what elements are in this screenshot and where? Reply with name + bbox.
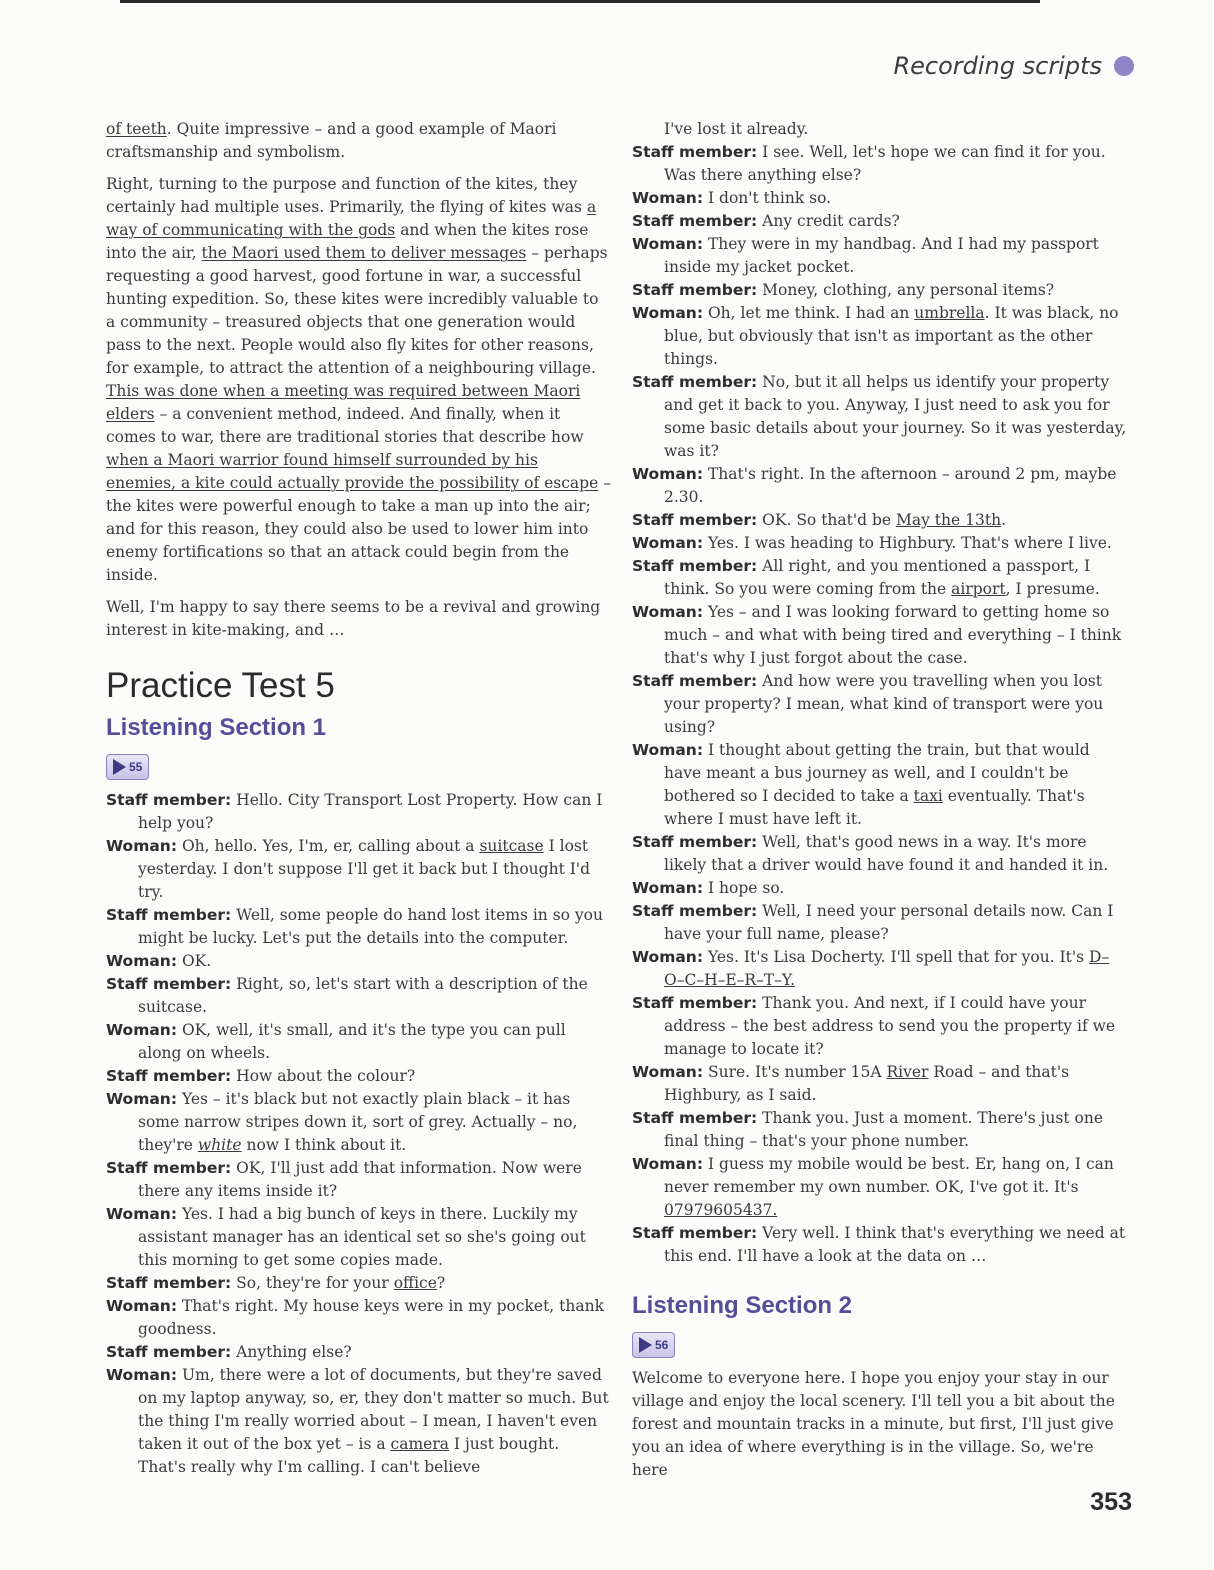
speaker-label: Staff member: xyxy=(632,511,758,529)
dialogue-turn xyxy=(632,233,1127,279)
dialogue-turn xyxy=(632,877,1127,900)
dialogue-text: And how were you travelling when you lost your property? I mean, what kind of transport were you using? xyxy=(664,672,1104,736)
speaker-label: Woman: xyxy=(106,1366,178,1384)
running-header xyxy=(893,46,1134,86)
dialogue-text: All right, and you mentioned a passport, I think. So you were coming from the xyxy=(664,557,1091,598)
dialogue-text: now I think about it. xyxy=(241,1136,407,1154)
dialogue-turn xyxy=(632,1153,1127,1222)
underlined-answer: suitcase xyxy=(479,837,544,855)
dialogue-turn xyxy=(632,555,1127,601)
dialogue-turn xyxy=(106,1019,611,1065)
speaker-label: Staff member: xyxy=(632,281,758,299)
dialogue-turn xyxy=(632,992,1127,1061)
underlined-answer: office xyxy=(393,1274,437,1292)
dialogue-turn xyxy=(632,739,1127,831)
dialogue-text: Thank you. Just a moment. There's just one final thing – that's your phone number. xyxy=(664,1109,1104,1150)
dialogue xyxy=(106,789,611,1479)
paragraph: Well, I'm happy to say there seems to be a revival and growing interest in kite-making, and … xyxy=(106,598,601,639)
dialogue-turn xyxy=(632,831,1127,877)
speaker-label: Staff member: xyxy=(106,975,232,993)
dialogue-text: Anything else? xyxy=(231,1343,352,1361)
speaker-label: Staff member: xyxy=(632,1224,758,1242)
dialogue-text: Well, that's good news in a way. It's more likely that a driver would have found it and handed it in. xyxy=(664,833,1109,874)
dialogue-text: ? xyxy=(436,1274,446,1292)
speaker-label: Staff member: xyxy=(632,212,758,230)
speaker-label: Woman: xyxy=(632,534,704,552)
dialogue-text: They were in my handbag. And I had my passport inside my jacket pocket. xyxy=(664,235,1099,276)
dialogue-turn xyxy=(106,904,611,950)
dialogue-text: No, but it all helps us identify your property and get it back to you. Anyway, I just need to ask you for some basic details about your journey. So it was yesterday, was it? xyxy=(664,373,1127,460)
speaker-label: Woman: xyxy=(106,1021,178,1039)
dialogue-text: Yes. It's Lisa Docherty. I'll spell that for you. It's xyxy=(703,948,1090,966)
dialogue-text: Sure. It's number 15A xyxy=(703,1063,887,1081)
dialogue-text: That's right. In the afternoon – around 2 pm, maybe 2.30. xyxy=(664,465,1117,506)
dialogue-text: OK. xyxy=(177,952,212,970)
speaker-label: Staff member: xyxy=(106,906,232,924)
speaker-label: Staff member: xyxy=(106,1343,232,1361)
dialogue-text: , I presume. xyxy=(1005,580,1100,598)
dialogue-turn xyxy=(632,302,1127,371)
paragraph xyxy=(106,118,611,164)
speaker-label: Staff member: xyxy=(632,902,758,920)
dialogue-text: . xyxy=(1001,511,1006,529)
dialogue-turn xyxy=(632,187,1127,210)
dialogue-turn xyxy=(106,1364,611,1479)
paragraph-text: – a convenient method, indeed. And finally, when it comes to war, there are traditional stories that describe how xyxy=(106,405,584,446)
dialogue-turn xyxy=(632,1222,1127,1268)
dialogue-text: I don't think so. xyxy=(703,189,832,207)
dialogue-text: Oh, let me think. I had an xyxy=(703,304,915,322)
track-number: 55 xyxy=(129,760,143,774)
dialogue-turn xyxy=(106,1295,611,1341)
paragraph-text: Right, turning to the purpose and function of the kites, they certainly had multiple uses. Primarily, the flying of kites was xyxy=(106,175,587,216)
play-icon xyxy=(113,759,126,775)
dialogue-turn xyxy=(632,371,1127,463)
speaker-label: Woman: xyxy=(632,948,704,966)
speaker-label: Staff member: xyxy=(106,1274,232,1292)
underlined-text: when a Maori warrior found himself surrounded by his enemies, a kite could actually provide the possibility of escape xyxy=(106,451,599,492)
dialogue-text: So, they're for your xyxy=(231,1274,394,1292)
underlined-answer: D–O–C–H–E–R–T–Y. xyxy=(664,948,1110,989)
speaker-label: Woman: xyxy=(632,189,704,207)
underlined-text: the Maori used them to deliver messages xyxy=(201,244,527,262)
section-title: Listening Section 2 xyxy=(632,1292,853,1319)
underlined-text: a way of communicating with the gods xyxy=(106,198,597,239)
underlined-text: of teeth xyxy=(106,120,167,138)
dialogue-turn xyxy=(632,1107,1127,1153)
dialogue-text: Yes. I had a big bunch of keys in there. Luckily my assistant manager has an identical set so she's going out this morning to get some copies made. xyxy=(138,1205,586,1269)
dialogue-text: How about the colour? xyxy=(231,1067,416,1085)
paragraph-text: – perhaps requesting a good harvest, good fortune in war, a successful hunting expedition. So, these kites were incredibly valuable to a community – treasured objects that one generation would pass to the next. People would also fly kites for other reasons, for example, to attract the attention of a neighbouring village. xyxy=(106,244,608,377)
dialogue-turn xyxy=(632,279,1127,302)
speaker-label: Woman: xyxy=(632,304,704,322)
dialogue-text: . It was black, no blue, but obviously that isn't as important as the other things. xyxy=(664,304,1119,368)
play-icon xyxy=(639,1337,652,1353)
section-title: Listening Section 1 xyxy=(106,714,327,741)
dialogue-turn xyxy=(632,141,1127,187)
speaker-label: Woman: xyxy=(106,952,178,970)
speaker-label: Woman: xyxy=(106,1205,178,1223)
underlined-answer: 07979605437. xyxy=(664,1201,778,1219)
dialogue-turn xyxy=(106,1341,611,1364)
dialogue-turn xyxy=(106,1157,611,1203)
dialogue-text: Road – and that's Highbury, as I said. xyxy=(664,1063,1070,1104)
underlined-text: This was done when a meeting was required between Maori elders xyxy=(106,382,581,423)
speaker-label: Woman: xyxy=(632,879,704,897)
dialogue-text: Very well. I think that's everything we need at this end. I'll have a look at the data on … xyxy=(664,1224,1126,1265)
dialogue-text: I see. Well, let's hope we can find it for you. Was there anything else? xyxy=(664,143,1106,184)
speaker-label: Staff member: xyxy=(632,557,758,575)
speaker-label: Woman: xyxy=(632,741,704,759)
dialogue-text: OK, I'll just add that information. Now were there any items inside it? xyxy=(138,1159,582,1200)
speaker-label: Staff member: xyxy=(106,791,232,809)
speaker-label: Staff member: xyxy=(632,994,758,1012)
dialogue-text: Hello. City Transport Lost Property. How can I help you? xyxy=(138,791,603,832)
dialogue-text: I guess my mobile would be best. Er, hang on, I can never remember my own number. OK, I've got it. It's xyxy=(664,1155,1114,1196)
speaker-label: Staff member: xyxy=(632,672,758,690)
top-rule xyxy=(120,0,1040,3)
speaker-label: Staff member: xyxy=(106,1067,232,1085)
dialogue-text: Yes. I was heading to Highbury. That's where I live. xyxy=(703,534,1112,552)
dialogue-turn xyxy=(106,1203,611,1272)
dialogue-text: Well, some people do hand lost items in so you might be lucky. Let's put the details into the computer. xyxy=(138,906,604,947)
page-number: 353 xyxy=(1090,1488,1132,1516)
track-number: 56 xyxy=(655,1338,669,1352)
paragraph-text: . Quite impressive – and a good example of Maori craftsmanship and symbolism. xyxy=(106,120,557,161)
dialogue-text: I just bought. That's really why I'm calling. I can't believe xyxy=(138,1435,560,1476)
underlined-answer: River xyxy=(886,1063,929,1081)
dialogue xyxy=(632,141,1127,1268)
dialogue-continuation: I've lost it already. xyxy=(664,120,809,138)
dialogue-turn xyxy=(106,1272,611,1295)
test-title: Practice Test 5 xyxy=(106,666,335,705)
paragraph: Welcome to everyone here. I hope you enjoy your stay in our village and enjoy the local scenery. I'll tell you a bit about the forest and mountain tracks in a minute, but first, I'll just give you an idea of where everything is in the village. So, we're here xyxy=(632,1369,1115,1479)
underlined-answer: umbrella xyxy=(914,304,985,322)
underlined-answer: taxi xyxy=(913,787,943,805)
bullet-dot-icon xyxy=(1114,56,1134,76)
speaker-label: Woman: xyxy=(106,837,178,855)
dialogue-text: Thank you. And next, if I could have your address – the best address to send you the property if we manage to locate it? xyxy=(664,994,1116,1058)
speaker-label: Woman: xyxy=(632,465,704,483)
speaker-label: Staff member: xyxy=(632,373,758,391)
speaker-label: Woman: xyxy=(632,1155,704,1173)
dialogue-turn xyxy=(632,463,1127,509)
speaker-label: Woman: xyxy=(632,603,704,621)
audio-track-button[interactable] xyxy=(106,754,149,780)
right-column xyxy=(632,118,1127,1491)
dialogue-text: I thought about getting the train, but that would have meant a bus journey as well, and I couldn't be bothered so I decided to take a xyxy=(664,741,1090,805)
dialogue-turn xyxy=(106,789,611,835)
dialogue-text: Money, clothing, any personal items? xyxy=(757,281,1055,299)
dialogue-turn xyxy=(106,835,611,904)
dialogue-turn xyxy=(106,950,611,973)
dialogue-turn xyxy=(632,601,1127,670)
underlined-answer: camera xyxy=(390,1435,449,1453)
dialogue-text: That's right. My house keys were in my pocket, thank goodness. xyxy=(138,1297,604,1338)
speaker-label: Staff member: xyxy=(632,833,758,851)
underlined-answer: airport xyxy=(951,580,1006,598)
underlined-answer: white xyxy=(197,1136,242,1154)
speaker-label: Woman: xyxy=(632,235,704,253)
speaker-label: Woman: xyxy=(106,1297,178,1315)
paragraph-text: – the kites were powerful enough to take a man up into the air; and for this reason, they could also be used to lower him into enemy fortifications so that an attack could begin from the inside. xyxy=(106,474,611,584)
paragraph xyxy=(106,173,611,587)
dialogue-text: Um, there were a lot of documents, but they're saved on my laptop anyway, so, er, they don't matter so much. But the thing I'm really worried about – I mean, I haven't even taken it out of the box yet – is a xyxy=(138,1366,609,1453)
dialogue-text: OK, well, it's small, and it's the type you can pull along on wheels. xyxy=(138,1021,566,1062)
audio-track-button[interactable] xyxy=(632,1332,675,1358)
speaker-label: Woman: xyxy=(632,1063,704,1081)
dialogue-turn xyxy=(632,946,1127,992)
speaker-label: Woman: xyxy=(106,1090,178,1108)
underlined-answer: May the 13th xyxy=(896,511,1002,529)
dialogue-text: Yes – and I was looking forward to getting home so much – and what with being tired and everything – I think that's why I just forgot about the case. xyxy=(664,603,1122,667)
running-header-title: Recording scripts xyxy=(893,52,1102,80)
dialogue-turn xyxy=(632,210,1127,233)
speaker-label: Staff member: xyxy=(632,143,758,161)
dialogue-turn xyxy=(106,973,611,1019)
dialogue-text: eventually. That's where I must have left it. xyxy=(664,787,1085,828)
dialogue-text: I lost yesterday. I don't suppose I'll get it back but I thought I'd try. xyxy=(138,837,591,901)
dialogue-text: Right, so, let's start with a description of the suitcase. xyxy=(138,975,588,1016)
dialogue-text: Any credit cards? xyxy=(757,212,900,230)
dialogue-turn xyxy=(632,509,1127,532)
dialogue-turn xyxy=(106,1065,611,1088)
dialogue-turn xyxy=(632,532,1127,555)
dialogue-text: Yes – it's black but not exactly plain black – it has some narrow stripes down it, sort of grey. Actually – no, they're xyxy=(138,1090,578,1154)
speaker-label: Staff member: xyxy=(632,1109,758,1127)
paragraph-text: and when the kites rose into the air, xyxy=(106,221,589,262)
left-column xyxy=(106,118,611,1479)
dialogue-text: Oh, hello. Yes, I'm, er, calling about a xyxy=(177,837,480,855)
dialogue-turn xyxy=(106,1088,611,1157)
dialogue-turn xyxy=(632,670,1127,739)
dialogue-text: OK. So that'd be xyxy=(757,511,897,529)
speaker-label: Staff member: xyxy=(106,1159,232,1177)
dialogue-turn xyxy=(632,900,1127,946)
dialogue-turn xyxy=(632,1061,1127,1107)
dialogue-text: Well, I need your personal details now. Can I have your full name, please? xyxy=(664,902,1114,943)
dialogue-text: I hope so. xyxy=(703,879,785,897)
